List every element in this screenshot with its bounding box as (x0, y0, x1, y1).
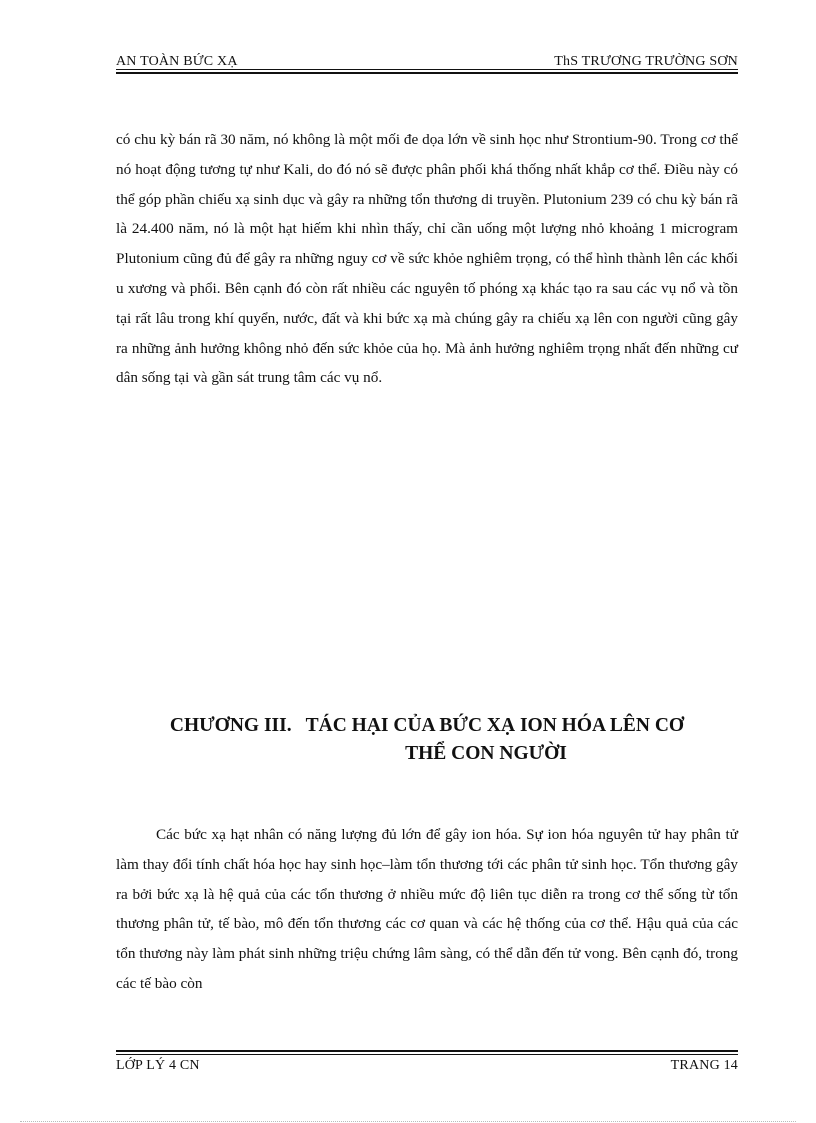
page-edge-line (20, 1121, 796, 1122)
chapter-number: CHƯƠNG III. (169, 715, 292, 736)
header-author: ThS TRƯƠNG TRƯỜNG SƠN (554, 54, 738, 69)
chapter-heading (116, 712, 738, 768)
footer-class-name: LỚP LÝ 4 CN (116, 1058, 200, 1073)
chapter-title-line1: TÁC HẠI CỦA BỨC XẠ ION HÓA LÊN CƠ (305, 715, 685, 736)
chapter-title-line2: THỂ CON NGƯỜI (405, 743, 567, 764)
page-header (116, 50, 738, 70)
header-document-title: AN TOÀN BỨC XẠ (116, 54, 238, 69)
page-footer (116, 1058, 738, 1078)
header-divider (116, 69, 738, 74)
footer-divider (116, 1050, 738, 1055)
body-paragraph-1: có chu kỳ bán rã 30 năm, nó không là một mối đe dọa lớn về sinh học như Strontium-90. Trong cơ thể nó hoạt động tương tự như Kali, do đó nó sẽ được phân phối khá thống nhất khắp cơ thể. Điều này có thể góp phần chiếu xạ sinh dục và gây ra những tổn thương di truyền. Plutonium 239 có chu kỳ bán rã là 24.400 năm, nó là một hạt hiếm khi nhìn thấy, chỉ cần uống một lượng nhỏ khoảng 1 microgram Plutonium cũng đủ để gây ra những nguy cơ về sức khỏe nghiêm trọng, có thể hình thành lên các khối u xương và phổi. Bên cạnh đó còn rất nhiều các nguyên tố phóng xạ khác tạo ra sau các vụ nổ và tồn tại rất lâu trong khí quyển, nước, đất và khi bức xạ mà chúng gây ra chiếu xạ lên con người cũng gây ra những ảnh hưởng không nhỏ đến sức khỏe của họ. Mà ảnh hưởng nghiêm trọng nhất đến những cư dân sống tại và gần sát trung tâm các vụ nổ. (116, 131, 738, 387)
footer-page-number: TRANG 14 (670, 1058, 738, 1073)
body-paragraph-2: Các bức xạ hạt nhân có năng lượng đủ lớn để gây ion hóa. Sự ion hóa nguyên tử hay phân tử làm thay đổi tính chất hóa học hay sinh học–làm tổn thương tới các phân tử sinh học. Tổn thương gây ra bởi bức xạ là hệ quả của các tổn thương ở nhiều mức độ liên tục diễn ra trong cơ thể sống từ tổn thương phân tử, tế bào, mô đến tổn thương các cơ quan và các hệ thống của cơ thể. Hậu quả của các tổn thương này làm phát sinh những triệu chứng lâm sàng, có thể dẫn đến tử vong. Bên cạnh đó, trong các tế bào còn (116, 826, 738, 992)
